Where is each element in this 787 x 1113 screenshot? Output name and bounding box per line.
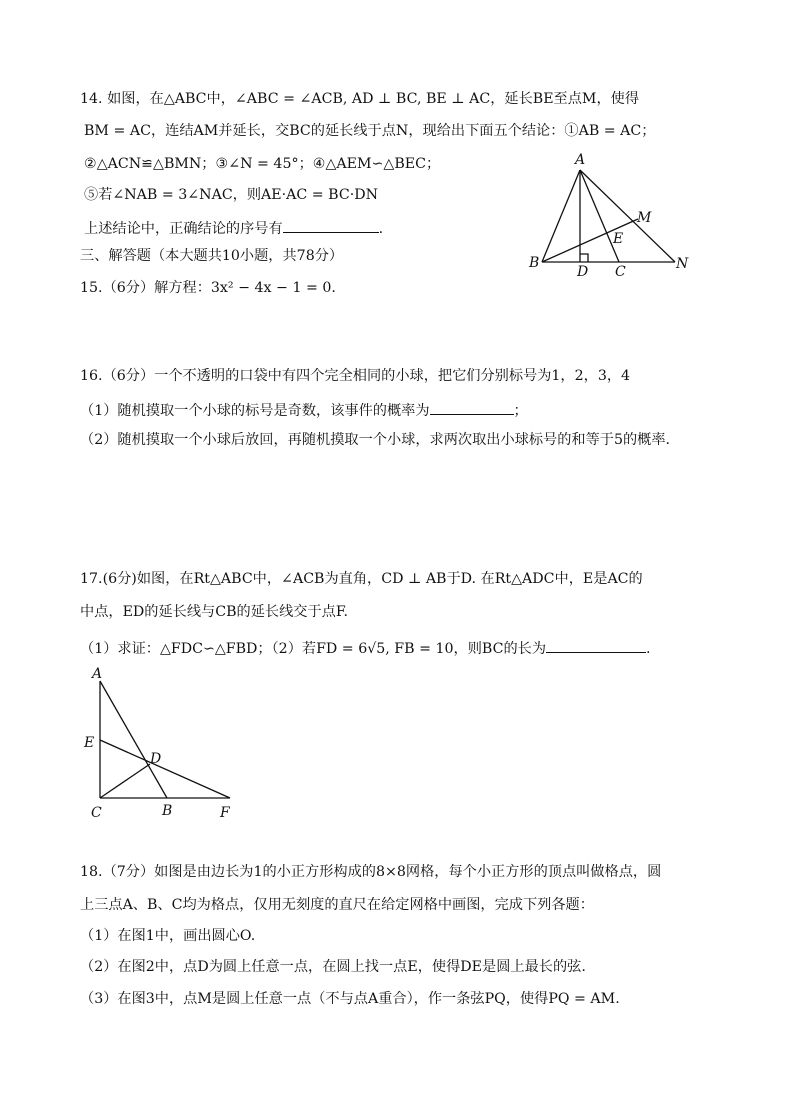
q14-end: . <box>378 221 384 237</box>
label-c: C <box>615 264 626 280</box>
segment-ab <box>100 681 167 798</box>
q16-answer-blank[interactable] <box>430 400 514 415</box>
q17-triangle-figure <box>82 665 252 825</box>
label-c: C <box>91 805 102 821</box>
label-f: F <box>220 805 230 821</box>
q16-end: ； <box>513 403 528 419</box>
q18-line2: 上三点A、B、C均为格点，仅用无刻度的直尺在给定网格中画图，完成下列各题： <box>80 897 594 913</box>
q14-line2: BM = AC，连结AM并延长，交BC的延长线于点N，现给出下面五个结论：①AB = AC； <box>84 123 656 139</box>
segment-an <box>580 170 675 262</box>
q14-answer-blank[interactable] <box>283 218 379 233</box>
right-angle-mark <box>580 254 588 262</box>
label-b: B <box>162 803 173 819</box>
segment-ac <box>580 170 619 262</box>
label-d: D <box>150 751 162 767</box>
label-b: B <box>529 255 540 271</box>
q14-line5 <box>84 218 383 238</box>
q17-answer-blank[interactable] <box>546 638 646 653</box>
q16-line2 <box>80 400 528 420</box>
q17-line1: 17.(6分)如图，在Rt△ABC中，∠ACB为直角，CD ⊥ AB于D. 在Rt△ADC中，E是AC的 <box>80 571 643 587</box>
q17-prompt: （1）求证：△FDC∽△FBD；（2）若FD = 6√5, FB = 10，则BC的长为 <box>80 641 547 657</box>
q14-prompt: 上述结论中，正确结论的序号有 <box>84 221 283 237</box>
label-a: A <box>92 666 103 682</box>
q18-line3: （1）在图1中，画出圆心O. <box>80 928 256 944</box>
label-e: E <box>84 735 95 751</box>
q18-line1: 18.（7分）如图是由边长为1的小正方形构成的8×8网格，每个小正方形的顶点叫做格点，圆 <box>80 864 662 880</box>
label-a: A <box>575 152 586 168</box>
q14-line3: ②△ACN≌△BMN；③∠N = 45°；④△AEM∽△BEC； <box>84 156 441 172</box>
label-e: E <box>613 231 624 247</box>
q17-line2: 中点，ED的延长线与CB的延长线交于点F. <box>80 604 348 620</box>
q16-line1: 16.（6分）一个不透明的口袋中有四个完全相同的小球，把它们分别标号为1，2，3，4 <box>80 368 631 384</box>
section-heading: 三、解答题（本大题共10小题，共78分） <box>80 248 344 264</box>
q14-line4: ⑤若∠NAB = 3∠NAC，则AE·AC = BC·DN <box>84 187 379 203</box>
segment-ef <box>100 740 230 798</box>
q18-line4: （2）在图2中，点D为圆上任意一点，在圆上找一点E，使得DE是圆上最长的弦. <box>80 959 586 975</box>
q16-line3: （2）随机摸取一个小球后放回，再随机摸取一个小球，求两次取出小球标号的和等于5的概率. <box>80 432 671 448</box>
segment-cd <box>100 764 150 798</box>
q16-prompt: （1）随机摸取一个小球的标号是奇数，该事件的概率为 <box>80 403 430 419</box>
label-n: N <box>676 256 689 272</box>
label-m: M <box>637 210 652 226</box>
label-d: D <box>577 264 589 280</box>
q17-line3 <box>80 638 651 658</box>
q17-end: . <box>646 641 651 657</box>
q18-line5: （3）在图3中，点M是圆上任意一点（不与点A重合），作一条弦PQ，使得PQ = AM. <box>80 991 620 1007</box>
q15-text: 15.（6分）解方程：3x² − 4x − 1 = 0. <box>80 280 336 296</box>
q14-line1: 14. 如图，在△ABC中，∠ABC = ∠ACB, AD ⊥ BC, BE ⊥ AC，延长BE至点M，使得 <box>80 91 640 107</box>
q14-triangle-figure <box>525 150 700 280</box>
